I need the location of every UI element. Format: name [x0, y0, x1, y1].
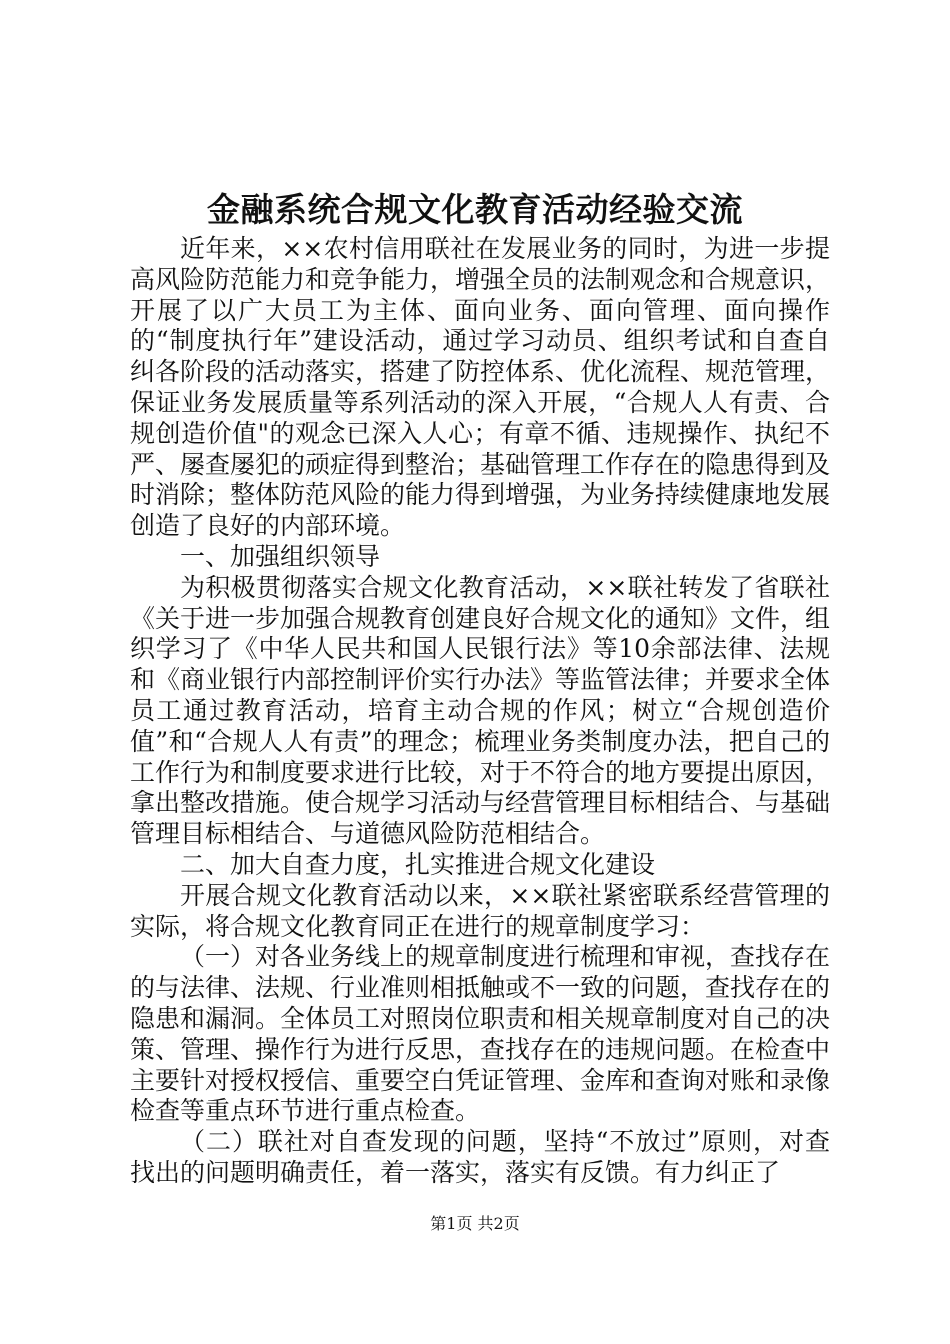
section-2-item-1: （一）对各业务线上的规章制度进行梳理和审视，查找存在的与法律、法规、行业准则相抵触或不一致的问题，查找存在的隐患和漏洞。全体员工对照岗位职责和相关规章制度对自己的决策、管理、操作行为进行反思，查找存在的违规问题。在检查中主要针对授权授信、重要空白凭证管理、金库和查询对账和录像检查等重点环节进行重点检查。 [130, 942, 831, 1126]
section-heading-1: 一、加强组织领导 [180, 541, 381, 571]
section-2-paragraph: 开展合规文化教育活动以来，××联社紧密联系经营管理的实际，将合规文化教育同正在进行的规章制度学习： [130, 880, 830, 941]
intro-paragraph: 近年来，××农村信用联社在发展业务的同时，为进一步提高风险防范能力和竞争能力，增强全员的法制观念和合规意识，开展了以广大员工为主体、面向业务、面向管理、面向操作的“制度执行年”建设活动，通过学习动员、组织考试和自查自纠各阶段的活动落实，搭建了防控体系、优化流程、规范管理，保证业务发展质量等系列活动的深入开展，“合规人人有责、合规创造价值"的观念已深入人心；有章不循、违规操作、执纪不严、屡查屡犯的顽症得到整治；基础管理工作存在的隐患得到及时消除；整体防范风险的能力得到增强，为业务持续健康地发展创造了良好的内部环境。 [130, 234, 831, 541]
section-2-item-2: （二）联社对自查发现的问题，坚持“不放过”原则，对查找出的问题明确责任，着一落实，落实有反馈。有力纠正了 [130, 1127, 830, 1187]
section-heading-2: 二、加大自查力度，扎实推进合规文化建设 [180, 849, 656, 879]
section-1-paragraph: 为积极贯彻落实合规文化教育活动，××联社转发了省联社《关于进一步加强合规教育创建良好合规文化的通知》文件，组织学习了《中华人民共和国人民银行法》等10余部法律、法规和《商业银行内部控制评价实行办法》等监管法律；并要求全体员工通过教育活动，培育主动合规的作风；树立“合规创造价值”和“合规人人有责”的理念；梳理业务类制度办法，把自己的工作行为和制度要求进行比较，对于不符合的地方要提出原因，拿出整改措施。使合规学习活动与经营管理目标相结合、与基础管理目标相结合、与道德风险防范相结合。 [130, 572, 831, 849]
document-title: 金融系统合规文化教育活动经验交流 [207, 190, 743, 229]
document-body [130, 234, 830, 1189]
page-footer: 第1页 共2页 [430, 1214, 520, 1233]
